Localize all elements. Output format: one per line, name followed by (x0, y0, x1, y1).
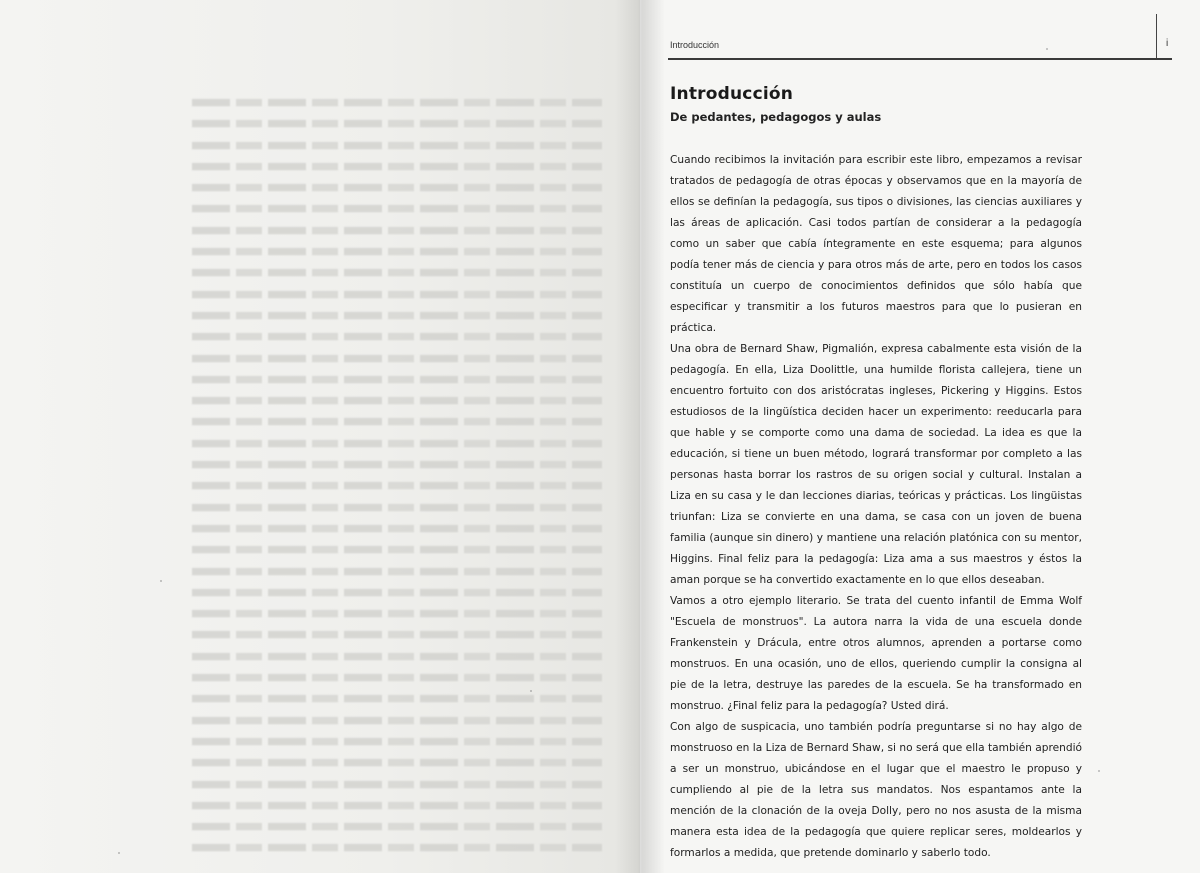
running-head: Introducción (670, 40, 720, 50)
scan-speck (1098, 770, 1100, 772)
scan-speck (1046, 48, 1048, 50)
header-vertical-rule (1156, 14, 1157, 60)
body-text (670, 150, 1082, 864)
paragraph-3: Vamos a otro ejemplo literario. Se trata del cuento infantil de Emma Wolf "Escuela de monstruos". La autora narra la vida de una escuela donde Frankenstein y Drácula, entre otros alumnos, aprenden a portarse como monstruos. En una ocasión, uno de ellos, queriendo cumplir la consigna al pie de la letra, destruye las paredes de la escuela. Se ha transformado en monstruo. ¿Final feliz para la pedagogía? Usted dirá. (670, 595, 1082, 712)
scan-speck (118, 852, 120, 854)
bleed-through-text (192, 92, 602, 859)
header-rule (668, 58, 1172, 60)
paragraph-2: Una obra de Bernard Shaw, Pigmalión, expresa cabalmente esta visión de la pedagogía. En ella, Liza Doolittle, una humilde florista callejera, tiene un encuentro fortuito con dos aristócratas ingleses, Pickering y Higgins. Estos estudiosos de la lingüística deciden hacer un experimento: reeducarla para que hable y se comporte como una dama de sociedad. La idea es que la educación, si tiene un buen método, logrará transformar por completo a las personas hasta borrar los rastros de su origen social y cultural. Instalan a Liza en su casa y le dan lecciones diarias, teóricas y prácticas. Los lingüistas triunfan: Liza se convierte en una dama, se casa con un joven de buena familia (aunque sin dinero) y mantiene una relación platónica con su mentor, Higgins. Final feliz para la pedagogía: Liza ama a sus maestros y éstos la aman porque se ha convertido exactamente en lo que ellos deseaban. (670, 343, 1082, 586)
chapter-subtitle: De pedantes, pedagogos y aulas (670, 110, 882, 124)
chapter-title: Introducción (670, 84, 794, 104)
scan-speck (530, 690, 532, 692)
book-gutter-shadow (615, 0, 665, 873)
scan-speck (160, 580, 162, 582)
paragraph-1: Cuando recibimos la invitación para escribir este libro, empezamos a revisar tratados de pedagogía de otras épocas y observamos que en la mayoría de ellos se definían la pedagogía, sus tipos o divisiones, las ciencias auxiliares y las áreas de aplicación. Casi todos partían de considerar a la pedagogía como un saber que cabía íntegramente en este esquema; para algunos podía tener más de ciencia y para otros más de arte, pero en todos los casos constituía un cuerpo de conocimientos definidos que sólo había que especificar y transmitir a los futuros maestros para que lo pusieran en práctica. (670, 154, 1082, 334)
page-number: i (1166, 38, 1169, 49)
paragraph-4: Con algo de suspicacia, uno también podría preguntarse si no hay algo de monstruoso en la Liza de Bernard Shaw, si no será que ella también aprendió a ser un monstruo, ubicándose en el lugar que el maestro le propuso y cumpliendo al pie de la letra sus mandatos. Nos espantamos ante la mención de la clonación de la oveja Dolly, pero no nos asusta de la misma manera esta idea de la pedagogía que quiere replicar seres, moldearlos y formarlos a medida, que pretende dominarlo y saberlo todo. (670, 721, 1082, 859)
